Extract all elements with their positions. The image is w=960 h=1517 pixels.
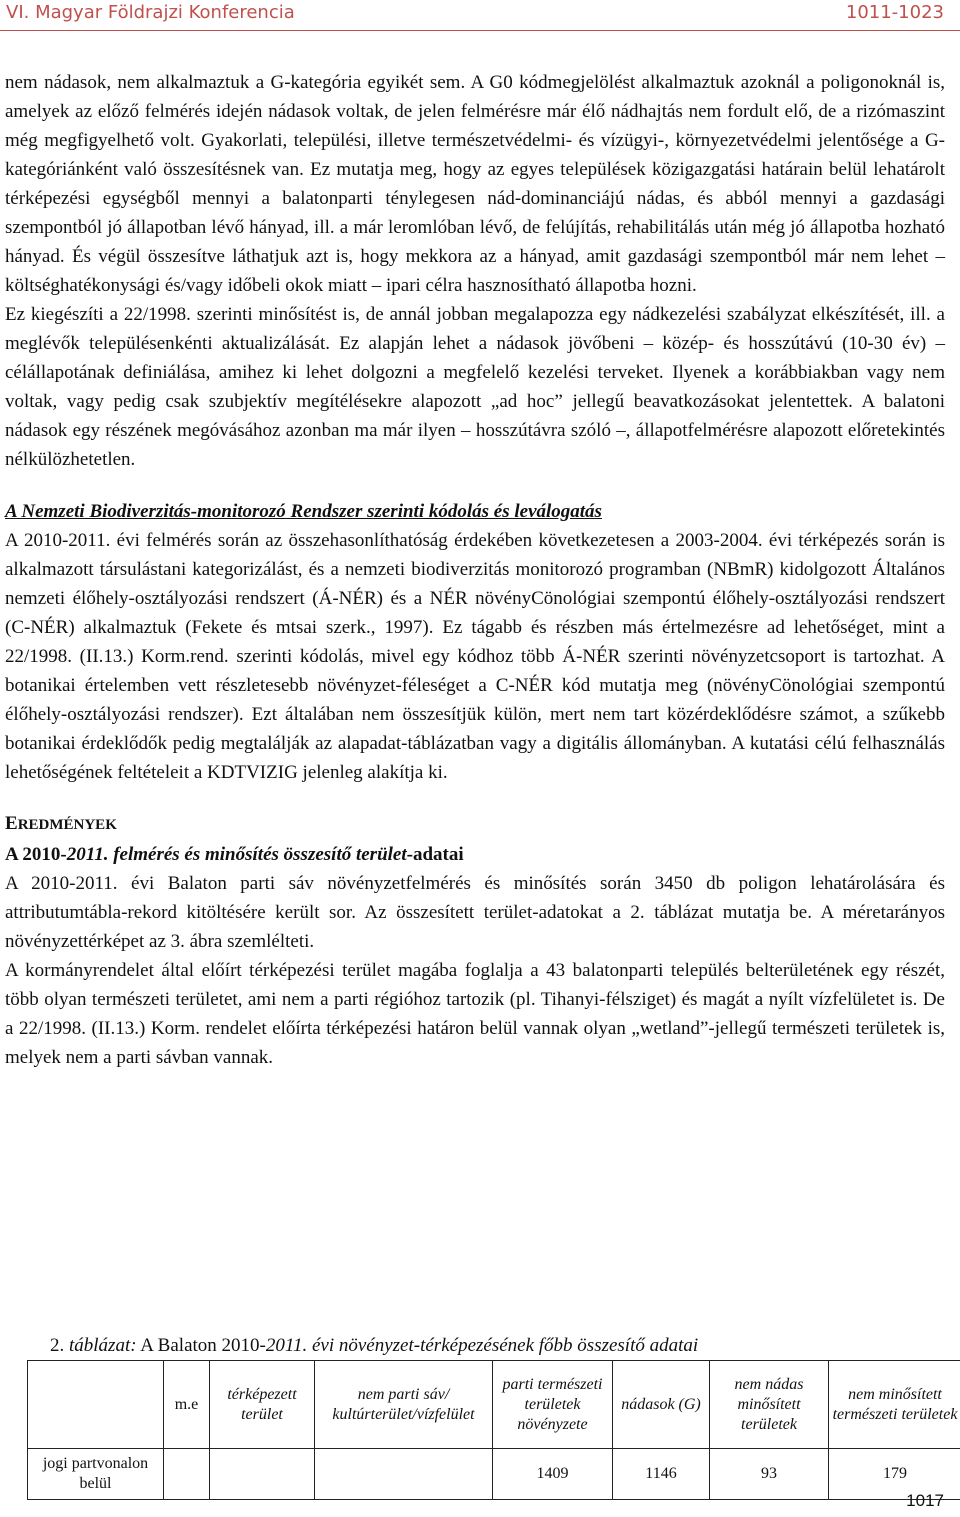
conference-title: VI. Magyar Földrajzi Konferencia <box>6 2 295 23</box>
table-header-cell: térképezett terület <box>210 1361 315 1449</box>
table-cell: 93 <box>710 1449 829 1500</box>
table-row <box>28 1449 960 1500</box>
table-cell <box>164 1449 210 1500</box>
table-header-cell: nem nádas minősített területek <box>710 1361 829 1449</box>
paragraph-3: A 2010-2011. évi felmérés során az összehasonlíthatóság érdekében következetesen a 2003-2004. évi térképezés során is alkalmazott társulástani kategorizálást, és a nemzeti biodiverzitás monitorozó programban (NBmR) kidolgozott Általános nemzeti élőhely-osztályozási rendszert (Á-NÉR) és a NÉR növényCönológiai szempontú élőhely-osztályozási rendszert (C-NÉR) alkalmaztuk (Fekete és mtsai szerk., 1997). Ez tágabb és részben más értelmezésre ad lehetőséget, mint a 22/1998. (II.13.) Korm.rend. szerinti kódolás, mivel egy kódhoz több Á-NÉR szerinti növényzetcsoport is tartozhat. A botanikai értelemben vett részletesebb növényzet-féleséget a C-NÉR kód mutatja meg (növényCönológiai szempontú élőhely-osztályozási rendszer). Ezt általában nem összesítjük külön, mert nem tart közérdeklődésre számot, a szűkebb botanikai érdeklődők pedig megtalálják az alapadat-táblázatban vagy a digitális állományban. A kutatási célú felhasználás lehetőségének feltételeit a KDTVIZIG jelenleg alakítja ki. <box>5 530 945 783</box>
table-cell <box>210 1449 315 1500</box>
summary-table <box>27 1360 960 1500</box>
running-header <box>0 0 960 31</box>
results-heading: EREDMÉNYEK <box>5 813 117 834</box>
table-header-cell: nem parti sáv/ kultúrterület/vízfelület <box>315 1361 493 1449</box>
table-header-cell: nem minősített természeti területek <box>829 1361 960 1449</box>
page-range: 1011-1023 <box>845 2 944 23</box>
paragraph-4: A 2010-2011. évi Balaton parti sáv növényzetfelmérés és minősítés során 3450 db poligon lehatárolására és attributumtábla-rekord kitöltésére került sor. Az összesített terület-adatokat a 2. táblázat mutatja be. A méretarányos növényzettérképet az 3. ábra szemlélteti. <box>5 873 945 952</box>
table-header-row <box>28 1361 960 1449</box>
paragraph-1: nem nádasok, nem alkalmaztuk a G-kategória egyikét sem. A G0 kódmegjelölést alkalmaztuk azoknál a poligonoknál is, amelyek az előző felmérés idején nádasok voltak, de jelen felmérésre már élő nádhajtás nem fordult elő, de a rizómaszint még megfigyelhető volt. Gyakorlati, települési, illetve természetvédelmi- és vízügyi-, környezetvédelmi jelentősége a G-kategóriánként való összesítésnek van. Ez mutatja meg, hogy az egyes települések közigazgatási határain belül lehatárolt térképezési egységből mennyi a balatonparti ténylegesen nád-dominanciájú nádas, és abból mennyi a gazdasági szempontból jó állapotban lévő hányad, ill. a már leromlóban lévő, de felújítás, rehabilitálás után még jó állapotba hozható hányad. És végül összesítve láthatjuk azt is, hogy mekkora az a hányad, amit gazdasági szempontból már nem lehet – költséghatékonysági és/vagy időbeli okok miatt – ipari célra hasznosítható állapotba hozni. <box>5 72 945 296</box>
table-cell: 179 <box>829 1449 960 1500</box>
paragraph-5: A kormányrendelet által előírt térképezési terület magába foglalja a 43 balatonparti település belterületének egy részét, több olyan természeti területet, ami nem a parti régióhoz tartozik (pl. Tihanyi-félsziget) és magát a nyílt vízfelületet is. De a 22/1998. (II.13.) Korm. rendelet előírta térképezési határon belül vannak olyan „wetland”-jellegű természeti területek is, melyek nem a parti sávban vannak. <box>5 960 945 1068</box>
table-header-cell: nádasok (G) <box>613 1361 710 1449</box>
table-header-cell: parti természeti területek növényzete <box>493 1361 613 1449</box>
table-caption: 2. táblázat: A Balaton 2010-2011. évi növényzet-térképezésének főbb összesítő adatai <box>50 1335 699 1356</box>
table-cell: 1146 <box>613 1449 710 1500</box>
page-number: 1017 <box>906 1491 944 1510</box>
table-cell: 1409 <box>493 1449 613 1500</box>
paragraph-2: Ez kiegészíti a 22/1998. szerinti minősítést is, de annál jobban megalapozza egy nádkezelési szabályzat elkészítését, ill. a meglévők településenkénti aktualizálását. Ez alapján lehet a nádasok jövőbeni – közép- és hosszútávú (10-30 év) – célállapotának definiálása, amihez ki lehet dolgozni a megfelelő kezelési terveket. Ilyenek a korábbiakban vagy nem voltak, vagy pedig csak szubjektív megítélésekre alapozott „ad hoc” jellegű beavatkozásokat jelentettek. A balatoni nádasok egy részének megóvásához azonban ma már ilyen – hosszútávra szóló –, állapotfelmérésre alapozott előretekintés nélkülözhetetlen. <box>5 304 945 470</box>
article-body <box>5 68 945 1072</box>
section-heading-nbmr: A Nemzeti Biodiverzitás-monitorozó Rendszer szerinti kódolás és leválogatás <box>5 501 602 522</box>
table-row-label: jogi partvonalon belül <box>28 1449 164 1500</box>
table-cell <box>315 1449 493 1500</box>
subsection-heading: A 2010-2011. felmérés és minősítés összesítő terület-adatai <box>5 844 464 865</box>
table-header-cell: m.e <box>164 1361 210 1449</box>
table-header-cell <box>28 1361 164 1449</box>
